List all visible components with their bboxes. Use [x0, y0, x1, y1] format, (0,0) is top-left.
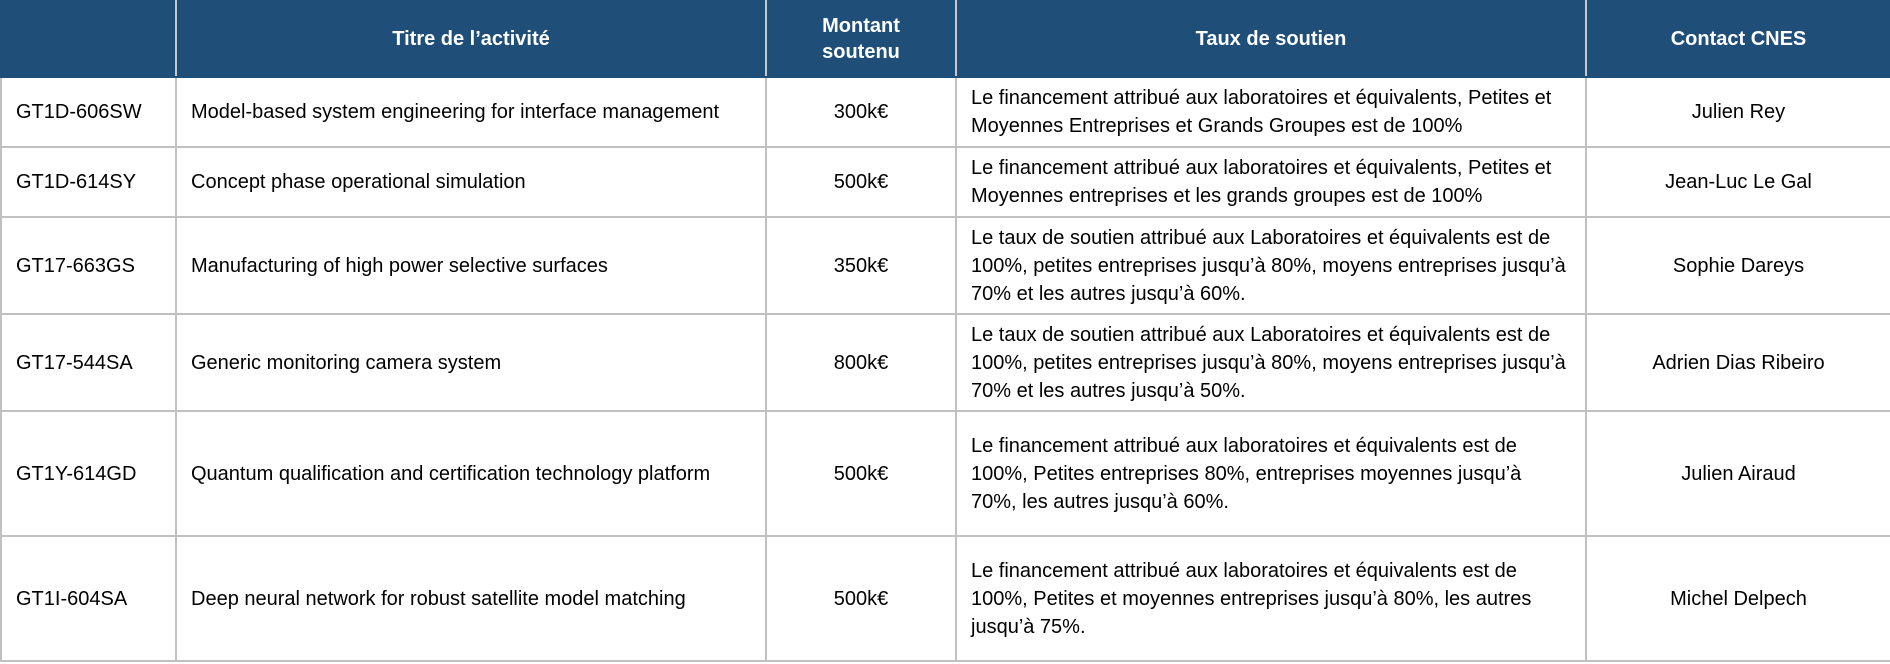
- cell-rate: Le financement attribué aux laboratoires et équivalents est de 100%, Petites et moyennes entreprises jusqu’à 80%, les autres jusqu’à 75%.: [956, 536, 1586, 661]
- cell-amount: 500k€: [766, 411, 956, 536]
- cell-code: GT1Y-614GD: [1, 411, 176, 536]
- cell-contact: Julien Airaud: [1586, 411, 1890, 536]
- cell-rate: Le financement attribué aux laboratoires et équivalents est de 100%, Petites entreprises 80%, entreprises moyennes jusqu’à 70%, les autres jusqu’à 60%.: [956, 411, 1586, 536]
- cell-code: GT17-663GS: [1, 217, 176, 314]
- table-header: [1, 1, 1890, 77]
- cell-title: Model-based system engineering for interface management: [176, 77, 766, 147]
- cell-rate: Le financement attribué aux laboratoires et équivalents, Petites et Moyennes Entreprises et Grands Groupes est de 100%: [956, 77, 1586, 147]
- cell-amount: 800k€: [766, 314, 956, 411]
- cell-contact: Julien Rey: [1586, 77, 1890, 147]
- header-rate: Taux de soutien: [956, 1, 1586, 77]
- cell-rate: Le financement attribué aux laboratoires et équivalents, Petites et Moyennes entreprises et les grands groupes est de 100%: [956, 147, 1586, 217]
- cell-rate: Le taux de soutien attribué aux Laboratoires et équivalents est de 100%, petites entreprises jusqu’à 80%, moyens entreprises jusqu’à 70% et les autres jusqu’à 60%.: [956, 217, 1586, 314]
- cell-contact: Jean-Luc Le Gal: [1586, 147, 1890, 217]
- cell-rate: Le taux de soutien attribué aux Laboratoires et équivalents est de 100%, petites entreprises jusqu’à 80%, moyens entreprises jusqu’à 70% et les autres jusqu’à 50%.: [956, 314, 1586, 411]
- cell-title: Manufacturing of high power selective surfaces: [176, 217, 766, 314]
- cell-amount: 500k€: [766, 536, 956, 661]
- table-row: [1, 411, 1890, 536]
- header-title: Titre de l’activité: [176, 1, 766, 77]
- cell-amount: 300k€: [766, 77, 956, 147]
- cell-code: GT1D-606SW: [1, 77, 176, 147]
- header-contact: Contact CNES: [1586, 1, 1890, 77]
- header-code: [1, 1, 176, 77]
- cell-contact: Adrien Dias Ribeiro: [1586, 314, 1890, 411]
- table-row: [1, 147, 1890, 217]
- cell-code: GT17-544SA: [1, 314, 176, 411]
- cell-contact: Michel Delpech: [1586, 536, 1890, 661]
- cell-contact: Sophie Dareys: [1586, 217, 1890, 314]
- cell-title: Generic monitoring camera system: [176, 314, 766, 411]
- header-row: [1, 1, 1890, 77]
- cell-amount: 500k€: [766, 147, 956, 217]
- cell-amount: 350k€: [766, 217, 956, 314]
- header-amount: Montant soutenu: [766, 1, 956, 77]
- cell-title: Deep neural network for robust satellite model matching: [176, 536, 766, 661]
- table-row: [1, 217, 1890, 314]
- table-row: [1, 314, 1890, 411]
- cell-title: Quantum qualification and certification technology platform: [176, 411, 766, 536]
- cell-code: GT1D-614SY: [1, 147, 176, 217]
- table-body: [1, 77, 1890, 661]
- cell-title: Concept phase operational simulation: [176, 147, 766, 217]
- table-row: [1, 536, 1890, 661]
- cell-code: GT1I-604SA: [1, 536, 176, 661]
- table-row: [1, 77, 1890, 147]
